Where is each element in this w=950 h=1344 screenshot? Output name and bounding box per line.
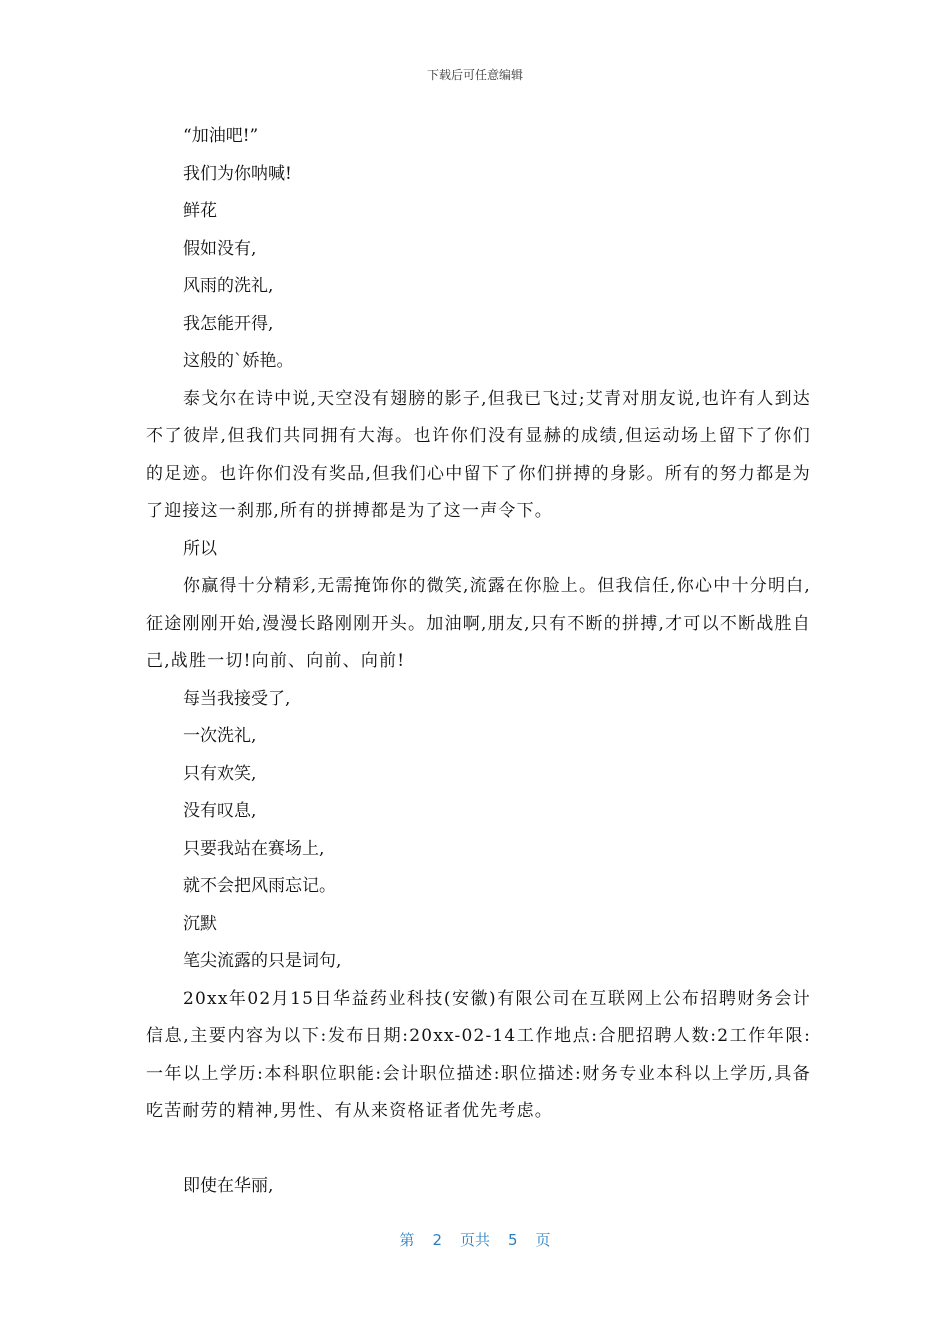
footer-suffix: 页 [535, 1231, 551, 1249]
poem-line: 所以 [183, 538, 217, 559]
poem-line: 我怎能开得, [183, 313, 274, 334]
poem-line: 每当我接受了, [183, 688, 291, 709]
poem-line: 就不会把风雨忘记。 [183, 876, 336, 896]
footer-page-number: 2 [432, 1231, 442, 1249]
footer-prefix: 第 [399, 1231, 415, 1249]
poem-line: 沉默 [183, 913, 217, 934]
paragraph-encouragement: 你赢得十分精彩,无需掩饰你的微笑,流露在你脸上。但我信任,你心中十分明白,征途刚刚开始,漫漫长路刚刚开头。加油啊,朋友,只有不断的拼搏,才可以不断战胜自己,战胜一切!向前、向前、向前! [146, 576, 811, 671]
footer-middle: 页共 [459, 1231, 490, 1249]
paragraph-job-posting: 20xx年02月15日华益药业科技(安徽)有限公司在互联网上公布招聘财务会计信息,主要内容为以下:发布日期:20xx-02-14工作地点:合肥招聘人数:2工作年限:一年以上学历:本科职位职能:会计职位描述:职位描述:财务专业本科以上学历,具备吃苦耐劳的精神,男性、有从来资格证者优先考虑。 [146, 988, 811, 1121]
paragraph-tagore: 泰戈尔在诗中说,天空没有翅膀的影子,但我已飞过;艾青对朋友说,也许有人到达不了彼岸,但我们共同拥有大海。也许你们没有显赫的成绩,但运动场上留下了你们的足迹。也许你们没有奖品,但我们心中留下了你们拼搏的身影。所有的努力都是为了迎接这一刹那,所有的拼搏都是为了这一声令下。 [146, 388, 811, 521]
poem-line: 笔尖流露的只是词句, [183, 951, 342, 971]
poem-line: 只有欢笑, [183, 763, 257, 784]
poem-line: 只要我站在赛场上, [183, 838, 325, 859]
poem-line: 没有叹息, [183, 801, 257, 821]
poem-line: 这般的`娇艳。 [183, 351, 294, 371]
page-footer [0, 1229, 950, 1250]
page-header: 下载后可任意编辑 [426, 68, 523, 82]
poem-line: 一次洗礼, [183, 726, 257, 746]
poem-line: “加油吧!” [183, 126, 259, 146]
poem-line: 风雨的洗礼, [183, 276, 274, 296]
document-body [146, 118, 811, 1205]
poem-line: 我们为你呐喊! [183, 163, 292, 184]
poem-line: 鲜花 [183, 201, 217, 221]
poem-line: 假如没有, [183, 238, 257, 259]
blank-line [146, 1131, 811, 1168]
footer-total-pages: 5 [508, 1231, 518, 1249]
poem-line: 即使在华丽, [183, 1175, 274, 1196]
